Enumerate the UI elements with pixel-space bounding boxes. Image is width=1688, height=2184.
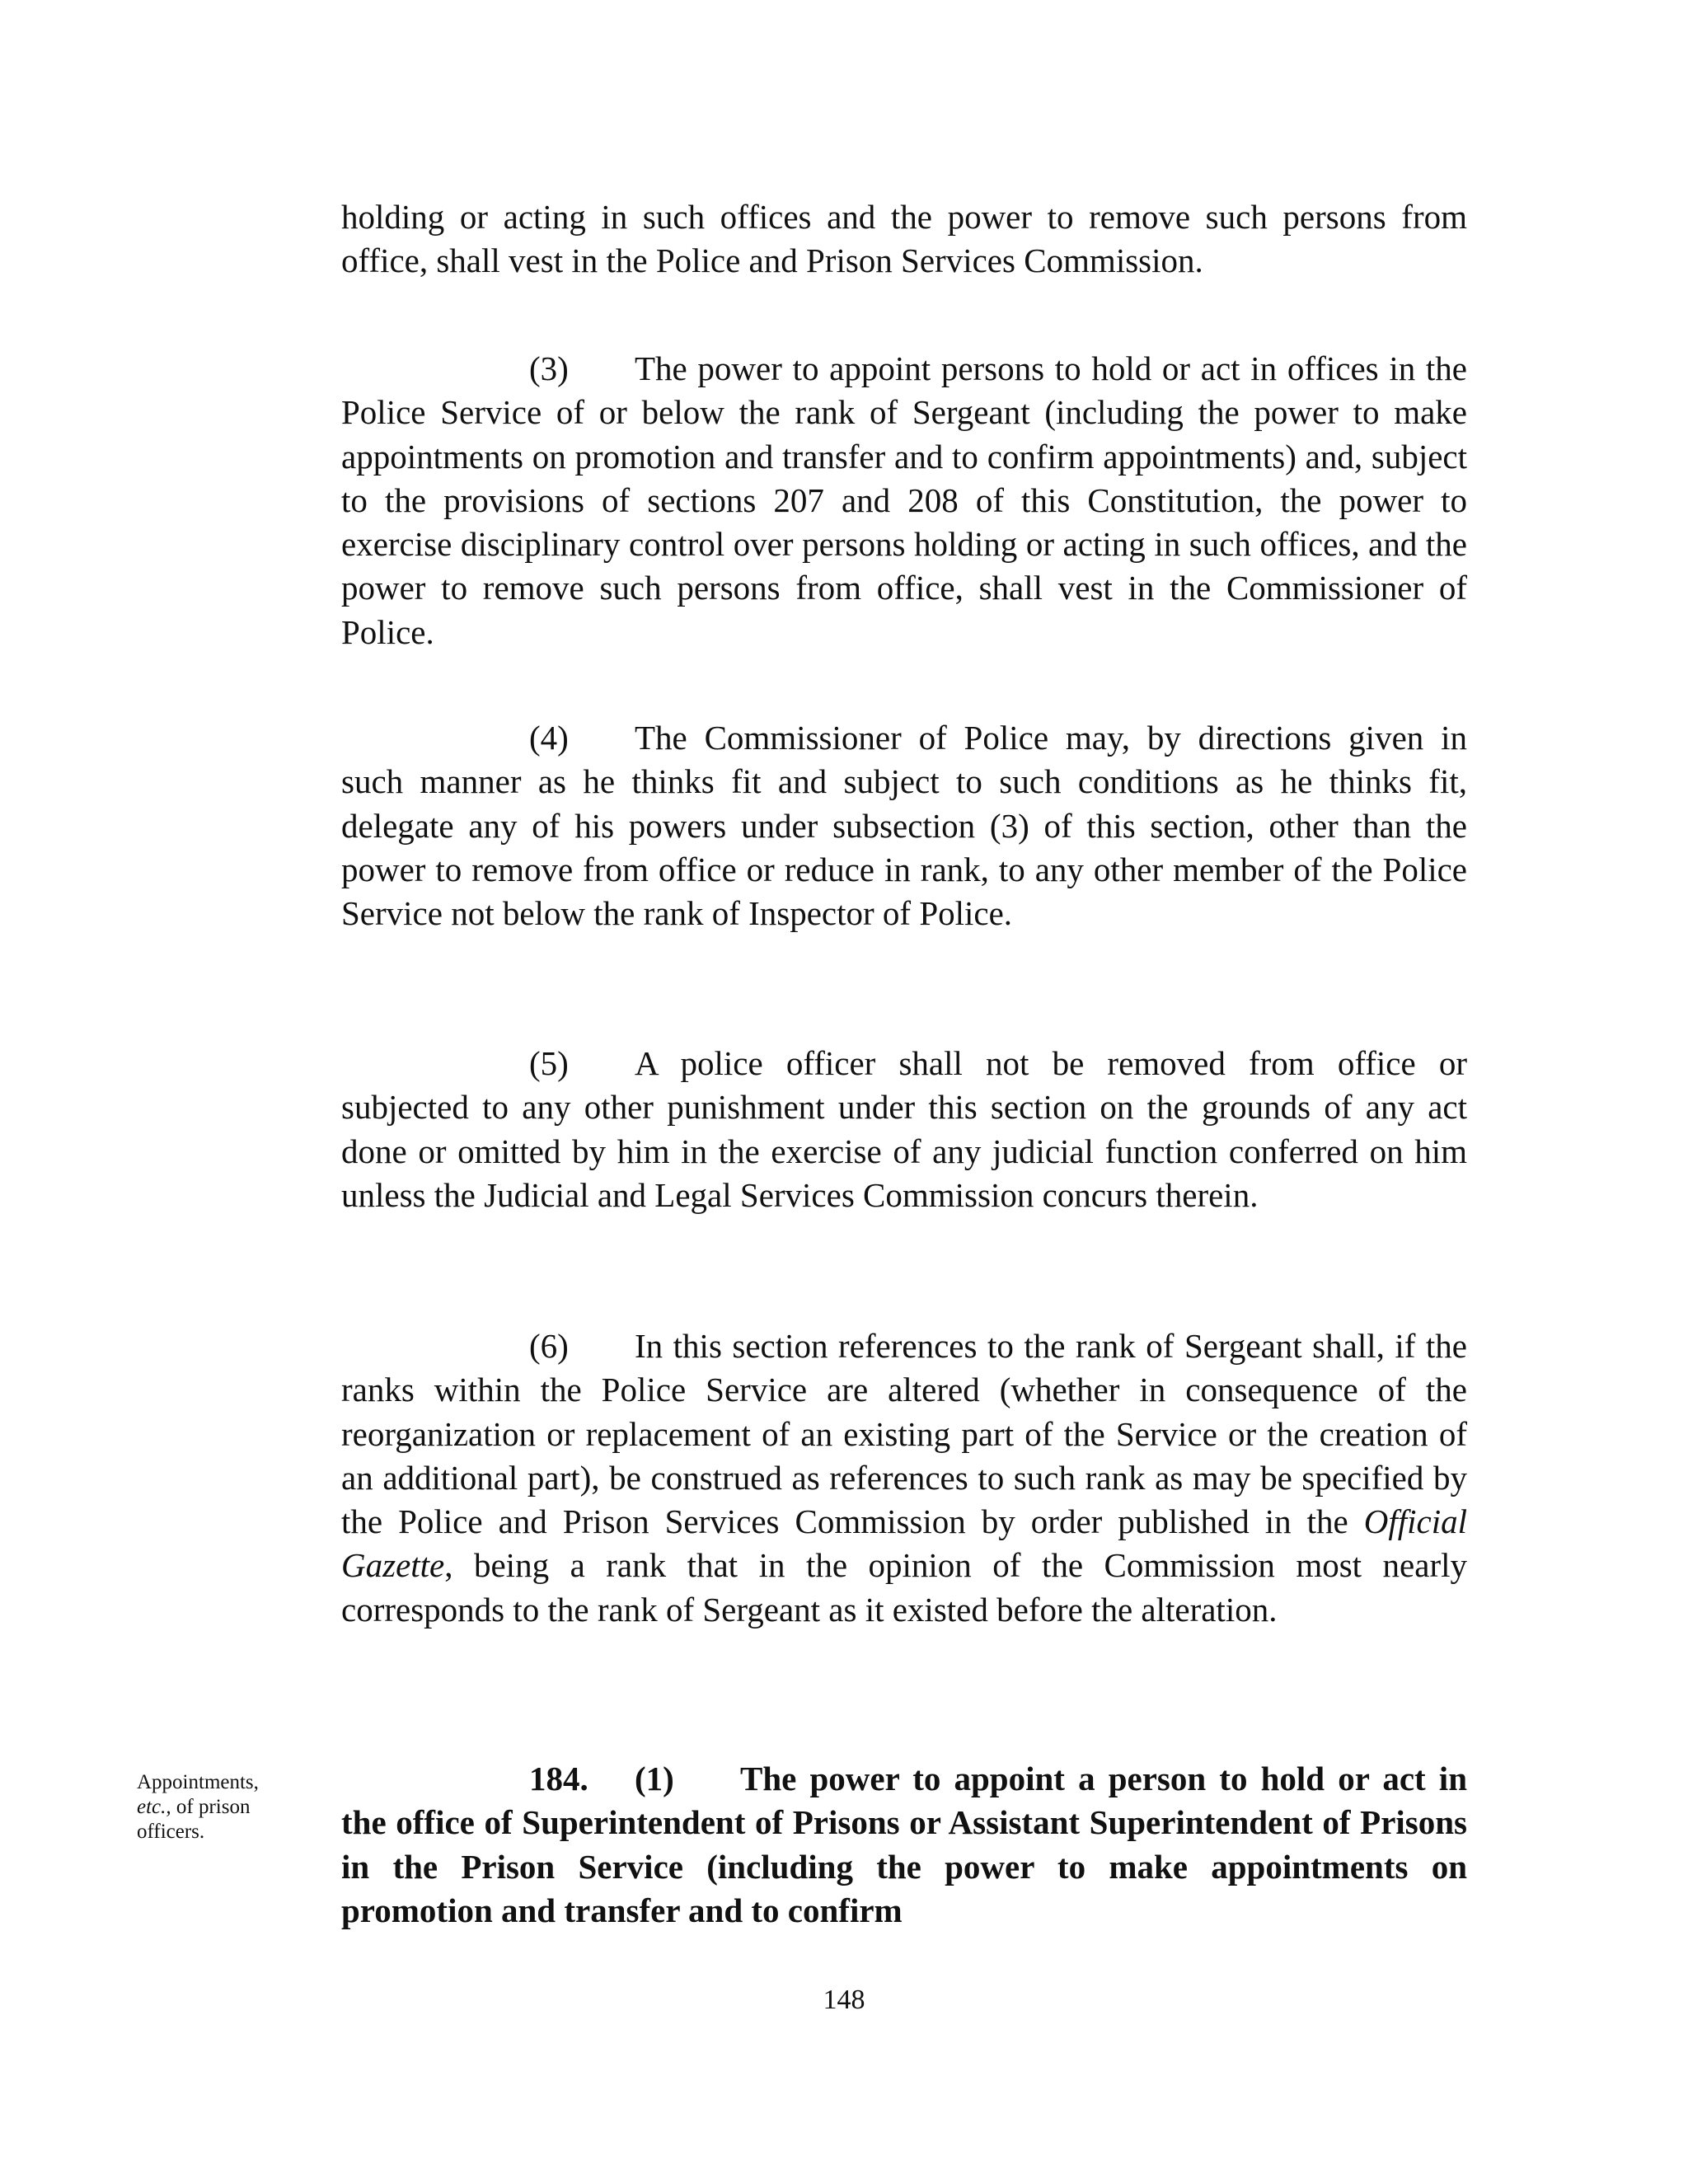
subsection-number: (5) <box>529 1044 569 1082</box>
page-number: 148 <box>823 1985 865 2015</box>
subsection-text: The power to appoint persons to hold or act in offices in the Police Service of or below the rank of Sergeant (including the power to make appointments on promotion and transfer and to confirm appointments) and, subject to the provisions of sections 207 and 208 of this Constitution, the power to exercise disciplinary control over persons holding or acting in such offices, and the power to remove such persons from office, shall vest in the Commissioner of Police. <box>341 349 1467 651</box>
subsection-text: The Commissioner of Police may, by directions given in such manner as he thinks fit and subject to such conditions as he thinks fit, delegate any of his powers under subsection (3) of this section, other than the power to remove from office or reduce in rank, to any other member of the Police Service not below the rank of Inspector of Police. <box>341 719 1467 933</box>
subsection-number: (4) <box>529 719 569 757</box>
section-184 <box>341 1757 1467 1933</box>
section-text: The power to appoint a person to hold or act in the office of Superintendent of Prisons or Assistant Superintendent of Prisons in the Prison Service (including the power to make appointments on promotion and transfer and to confirm <box>341 1760 1467 1929</box>
margin-note-line: officers. <box>137 1821 205 1843</box>
section-number: 184. <box>529 1760 588 1797</box>
subsection-5 <box>341 1042 1467 1217</box>
subsection-4 <box>341 716 1467 935</box>
gazette-title: Official Gazette <box>341 1502 1467 1585</box>
subsection-text-end: , being a rank that in the opinion of the Commission most nearly corresponds to the rank of Sergeant as it existed before the alteration. <box>341 1546 1467 1629</box>
subsection-text: A police officer shall not be removed from office or subjected to any other punishment under this section on the grounds of any act done or omitted by him in the exercise of any judicial function conferred on him unless the Judicial and Legal Services Commission concurs therein. <box>341 1044 1467 1214</box>
paragraph-continuation <box>341 195 1467 284</box>
subsection-text: In this section references to the rank of Sergeant shall, if the ranks within the Police Service are altered (whether in consequence of the reorganization or replacement of an existing part of the Service or the creation of an additional part), be construed as references to such rank as may be specified by the Police and Prison Services Commission by order published in the <box>341 1327 1467 1541</box>
subsection-number: (1) <box>635 1760 674 1797</box>
margin-note-italic: etc., <box>137 1796 171 1818</box>
margin-note-line: of prison <box>171 1796 251 1818</box>
margin-note <box>137 1770 277 1844</box>
paragraph-text: holding or acting in such offices and the power to remove such persons from office, shall vest in the Police and Prison Services Commission. <box>341 198 1467 280</box>
subsection-3 <box>341 347 1467 654</box>
subsection-number: (3) <box>529 349 569 387</box>
subsection-number: (6) <box>529 1327 569 1365</box>
subsection-6 <box>341 1324 1467 1632</box>
margin-note-line: Appointments, <box>137 1771 259 1793</box>
